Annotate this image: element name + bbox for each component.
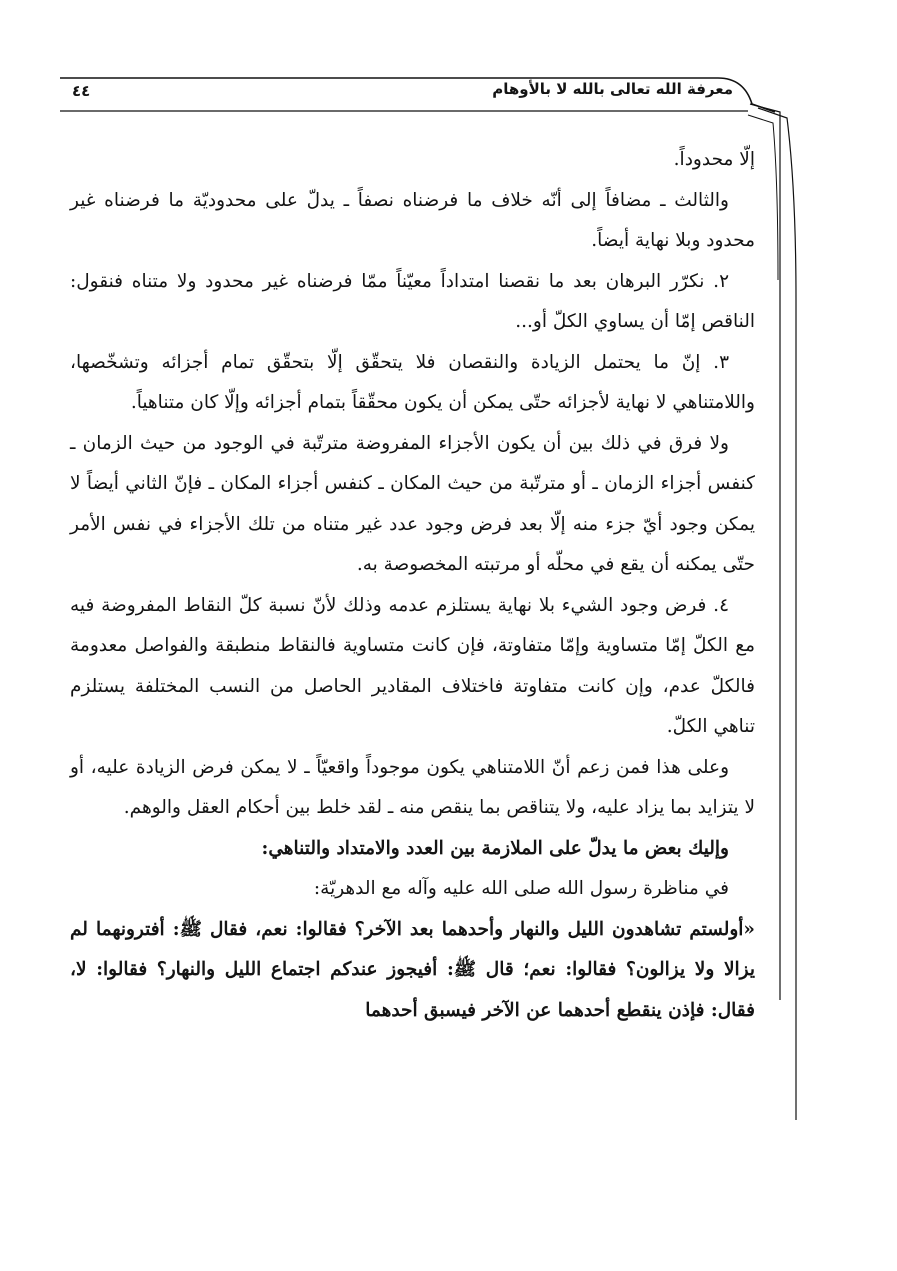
paragraph: ٣. إنّ ما يحتمل الزيادة والنقصان فلا يتحقّق إلّا بتحقّق تمام أجزائه وتشخّصها، واللامتناهي لا نهاية لأجزائه حتّى يمكن أن يكون محقّقاً بتمام أجزائه وإلّا كان متناهياً. [70,351,755,413]
paragraph: وعلى هذا فمن زعم أنّ اللامتناهي يكون موجوداً واقعيّاً ـ لا يمكن فرض الزيادة عليه، أو لا يتزايد بما يزاد عليه، ولا يتناقص بما ينقص منه ـ لقد خلط بين أحكام العقل والوهم. [70,756,755,818]
section-heading: وإليك بعض ما يدلّ على الملازمة بين العدد والامتداد والتناهي: [261,837,729,859]
paragraph: إلّا محدوداً. [673,149,755,170]
paragraph: والثالث ـ مضافاً إلى أنّه خلاف ما فرضناه نصفاً ـ يدلّ على محدوديّة ما فرضناه غير محدود وبلا نهاية أيضاً. [70,189,755,251]
body-text [70,140,755,1031]
paragraph: في مناظرة رسول الله صلى الله عليه وآله مع الدهريّة: [313,878,729,899]
paragraph: ٢. نكرّر البرهان بعد ما نقصنا امتداداً معيّناً ممّا فرضناه غير محدود ولا متناه فنقول: الناقص إمّا أن يساوي الكلّ أو... [70,270,755,332]
page-number: ٤٤ [72,82,91,100]
running-title: معرفة الله تعالى بالله لا بالأوهام [492,80,733,98]
quotation: «أولستم تشاهدون الليل والنهار وأحدهما بعد الآخر؟ فقالوا: نعم، فقال ﷺ: أفترونهما لم يزالا ولا يزالون؟ فقالوا: نعم؛ قال ﷺ: أفيجوز عندكم اجتماع الليل والنهار؟ فقالوا: لا، فقال: فإذن ينقطع أحدهما عن الآخر فيسبق أحدهما [70,918,755,1021]
paragraph: ولا فرق في ذلك بين أن يكون الأجزاء المفروضة مترتّبة في الوجود من حيث الزمان ـ كنفس أجزاء الزمان ـ أو مترتّبة من حيث المكان ـ كنفس أجزاء المكان ـ فإنّ الثاني أيضاً لا يمكن وجود أيّ جزء منه إلّا بعد فرض وجود عدد غير متناه من تلك الأجزاء في نفس الأمر حتّى يمكنه أن يقع في محلّه أو مرتبته المخصوصة به. [70,432,755,575]
paragraph: ٤. فرض وجود الشيء بلا نهاية يستلزم عدمه وذلك لأنّ نسبة كلّ النقاط المفروضة فيه مع الكلّ إمّا متساوية وإمّا متفاوتة، فإن كانت متساوية فالنقاط منطبقة والفواصل معدومة فالكلّ عدم، وإن كانت متفاوتة فاختلاف المقادير الحاصل من النسب المختلفة يستلزم تناهي الكلّ. [70,594,755,737]
